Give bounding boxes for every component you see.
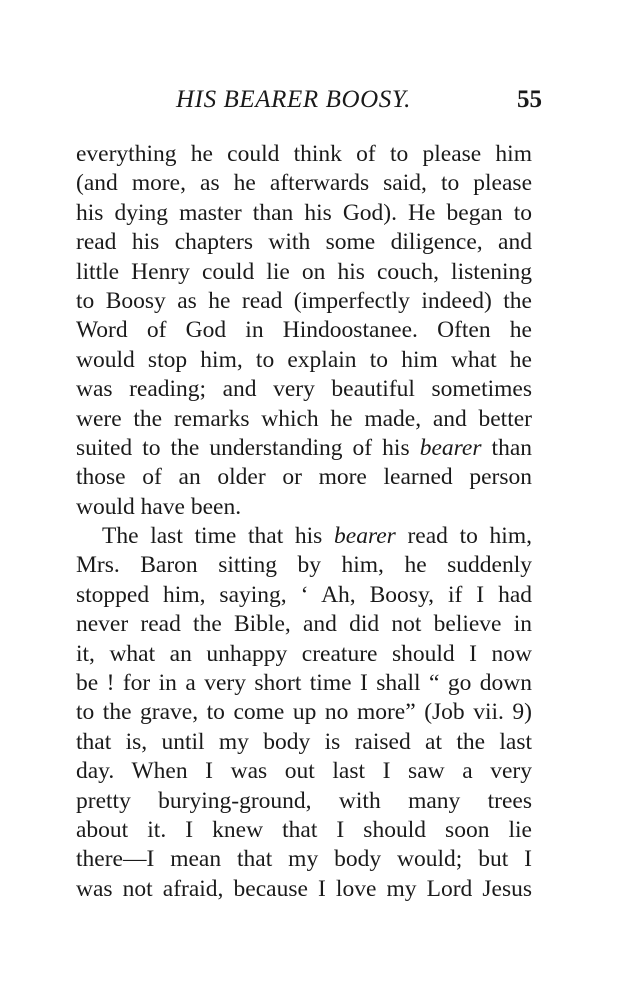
text-line: it, what an unhappy creature should I now: [76, 640, 532, 667]
text-line: (and more, as he afterwards said, to please: [76, 170, 532, 197]
running-head: [76, 86, 544, 116]
text-line: [76, 434, 532, 463]
text-line: be ! for in a very short time I shall “ go down: [76, 670, 532, 697]
text-line: day. When I was out last I saw a very: [76, 758, 532, 785]
body-text: [76, 140, 532, 904]
text-line: was reading; and very beautiful sometimes: [76, 376, 532, 403]
text-line: to the grave, to come up no more” (Job vii. 9): [76, 699, 532, 726]
text-line: to Boosy as he read (imperfectly indeed) the: [76, 287, 532, 314]
text-line: would stop him, to explain to him what he: [76, 346, 532, 373]
text-segment: read to him,: [395, 523, 532, 550]
text-line: never read the Bible, and did not believe in: [76, 611, 532, 638]
text-line: his dying master than his God). He began to: [76, 199, 532, 226]
text-line: those of an older or more learned person: [76, 464, 532, 491]
text-line: stopped him, saying, ‘ Ah, Boosy, if I had: [76, 581, 532, 608]
page-number: 55: [517, 86, 542, 113]
text-line: were the remarks which he made, and better: [76, 405, 532, 432]
text-line: that is, until my body is raised at the last: [76, 728, 532, 755]
text-line: Mrs. Baron sitting by him, he suddenly: [76, 552, 532, 579]
text-line: Word of God in Hindoostanee. Often he: [76, 317, 532, 344]
text-line: everything he could think of to please him: [76, 141, 532, 167]
text-line: read his chapters with some diligence, and: [76, 229, 532, 256]
text-segment: suited to the understanding of his: [76, 434, 420, 461]
text-line: there—I mean that my body would; but I: [76, 846, 532, 873]
text-line: little Henry could lie on his couch, listening: [76, 258, 532, 285]
paragraph-1: [76, 140, 532, 522]
text-line: was not afraid, because I love my Lord Jesus: [76, 875, 532, 902]
italic-word: bearer: [334, 523, 396, 550]
paragraph-2: [76, 522, 532, 904]
text-line: would have been.: [76, 493, 242, 520]
running-title: HIS BEARER BOOSY.: [176, 86, 411, 113]
italic-word: bearer: [419, 434, 482, 461]
text-line: pretty burying-ground, with many trees: [76, 787, 532, 814]
text-line: [76, 522, 532, 551]
text-line: about it. I knew that I should soon lie: [76, 816, 532, 843]
text-segment: than: [481, 434, 532, 461]
text-segment: The last time that his: [102, 523, 335, 550]
